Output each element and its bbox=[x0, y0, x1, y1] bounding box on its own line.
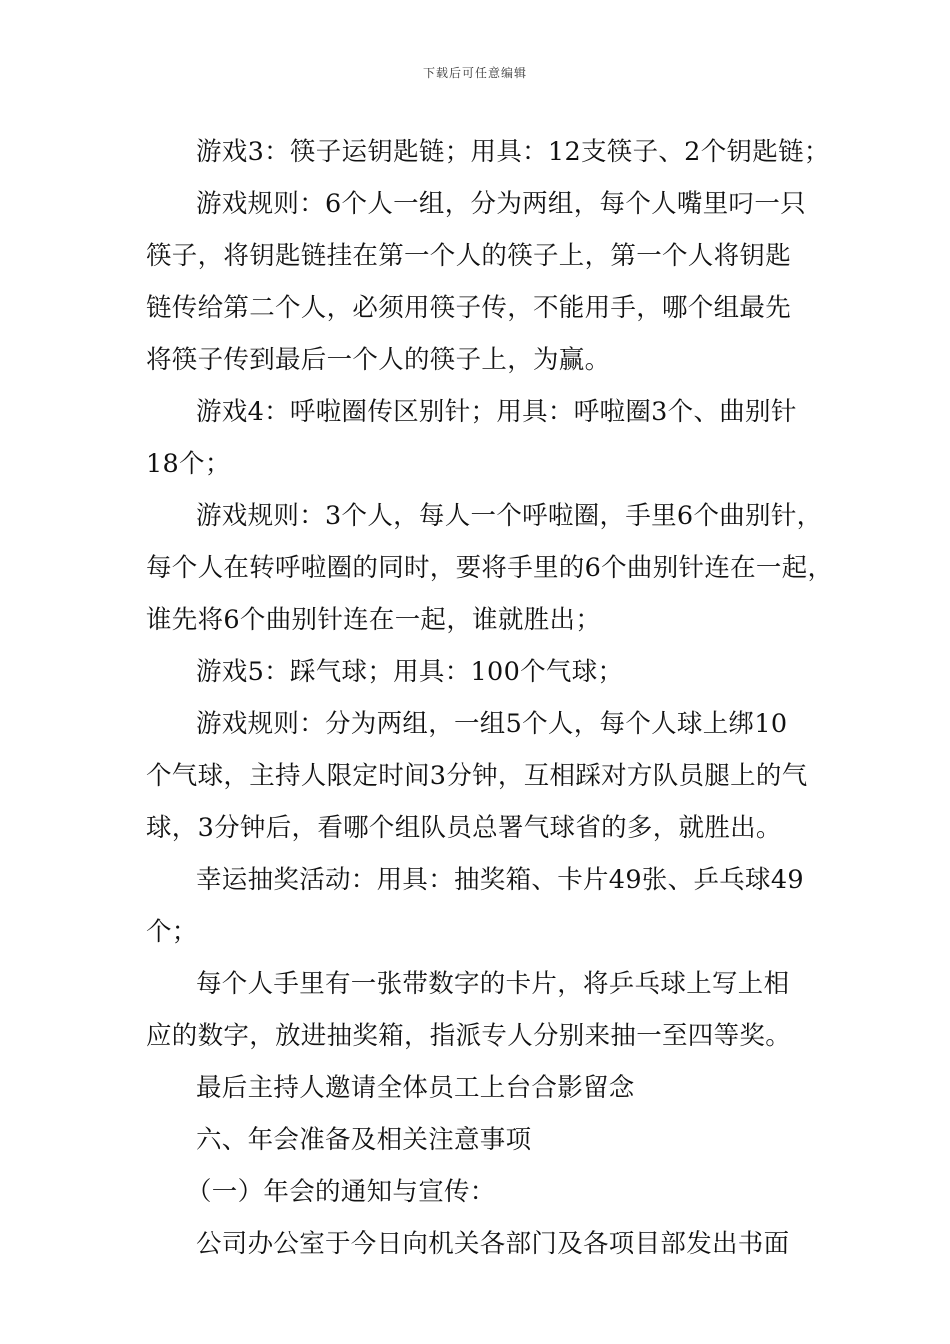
subsection-one-heading: （一）年会的通知与宣传： bbox=[186, 1177, 496, 1207]
game3-rules-line4: 将筷子传到最后一个人的筷子上，为赢。 bbox=[146, 345, 611, 375]
lottery-title-line2: 个； bbox=[146, 917, 198, 947]
section-six-heading: 六、年会准备及相关注意事项 bbox=[196, 1125, 532, 1155]
lottery-rules-line1: 每个人手里有一张带数字的卡片，将乒乓球上写上相 bbox=[196, 969, 790, 999]
game3-rules-line2: 筷子，将钥匙链挂在第一个人的筷子上，第一个人将钥匙 bbox=[146, 241, 792, 271]
game3-title: 游戏3：筷子运钥匙链；用具：12支筷子、2个钥匙链； bbox=[196, 137, 830, 167]
game5-rules-line3: 球，3分钟后，看哪个组队员总署气球省的多，就胜出。 bbox=[146, 813, 782, 843]
game4-rules-line3: 谁先将6个曲别针连在一起，谁就胜出； bbox=[146, 605, 602, 635]
lottery-rules-line2: 应的数字，放进抽奖箱，指派专人分别来抽一至四等奖。 bbox=[146, 1021, 792, 1051]
game5-title: 游戏5：踩气球；用具：100个气球； bbox=[196, 657, 624, 687]
notice-paragraph-line1: 公司办公室于今日向机关各部门及各项目部发出书面 bbox=[196, 1229, 790, 1259]
game3-rules-line3: 链传给第二个人，必须用筷子传，不能用手，哪个组最先 bbox=[146, 293, 792, 323]
game5-rules-line1: 游戏规则：分为两组，一组5个人，每个人球上绑10 bbox=[196, 709, 788, 739]
group-photo-line: 最后主持人邀请全体员工上台合影留念 bbox=[196, 1073, 635, 1103]
game4-rules-line1: 游戏规则：3个人，每人一个呼啦圈，手里6个曲别针， bbox=[196, 501, 823, 531]
game3-rules-line1: 游戏规则：6个人一组，分为两组，每个人嘴里叼一只 bbox=[196, 189, 806, 219]
game4-rules-line2: 每个人在转呼啦圈的同时，要将手里的6个曲别针连在一起， bbox=[146, 553, 834, 583]
lottery-title-line1: 幸运抽奖活动：用具：抽奖箱、卡片49张、乒乓球49 bbox=[196, 865, 804, 895]
game4-title-line2: 18个； bbox=[146, 449, 231, 479]
document-body bbox=[146, 126, 834, 1270]
page-header: 下载后可任意编辑 bbox=[422, 66, 527, 80]
game5-rules-line2: 个气球，主持人限定时间3分钟，互相踩对方队员腿上的气 bbox=[146, 761, 808, 791]
game4-title-line1: 游戏4：呼啦圈传区别针；用具：呼啦圈3个、曲别针 bbox=[196, 397, 797, 427]
